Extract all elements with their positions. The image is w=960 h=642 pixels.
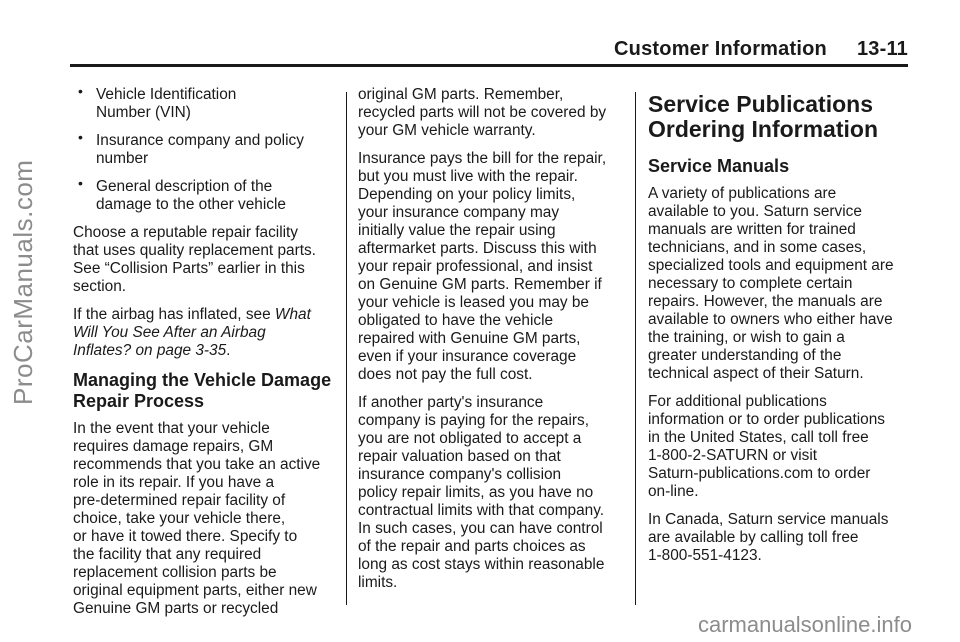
paragraph: In the event that your vehicle requires damage repairs, GM recommends that you take an active role in its repair. If you have a pre-determined repair facility of choice, take your vehicle there, or have it towed there. Specify to the facility that any required replacement collision parts be original equipment parts, either new Genuine GM parts or recycled [73,420,321,617]
paragraph: Choose a reputable repair facility that uses quality replacement parts. See “Collision Parts” earlier in this section. [73,224,316,295]
section-title-publications: Service Publications Ordering Information [648,91,878,142]
footer-watermark: carmanualsonline.info [697,612,912,637]
page-header [614,38,908,61]
header-rule [70,64,908,67]
list-item-text: Insurance company and policy number [96,132,304,167]
paragraph: Insurance pays the bill for the repair, but you must live with the repair. Depending on your policy limits, your insurance company may initially value the repair using aftermarket parts. Discuss this with your repair professional, and insist on Genuine GM parts. Remember if your vehicle is leased you may be obligated to have the vehicle repaired with Genuine GM parts, even if your insurance coverage does not pay the full cost. [358,150,607,383]
column-divider-1 [346,92,347,605]
list-item [73,129,339,168]
section-title: Customer Information [614,38,827,60]
list-item [73,175,339,214]
column-3 [648,86,910,575]
page-number: 13-11 [856,38,908,60]
column-1 [73,83,339,628]
paragraph: original GM parts. Remember, recycled parts will not be covered by your GM vehicle warranty. [358,86,607,139]
paragraph-text: If the airbag has inflated, see [73,306,275,323]
paragraph: A variety of publications are available to you. Saturn service manuals are written for trained technicians, and in some cases, specialized tools and equipment are necessary to complete certain repairs. However, the manuals are available to owners who either have the training, or wish to gain a greater understanding of the technical aspect of their Saturn. [648,185,894,382]
bullet-icon: • [78,175,83,191]
paragraph: If another party's insurance company is paying for the repairs, you are not obligated to accept a repair valuation based on that insurance company's collision policy repair limits, as you have no contractual limits with that company. In such cases, you can have control of the repair and parts choices as long as cost stays within reasonable limits. [358,394,605,591]
side-watermark: ProCarManuals.com [8,159,38,405]
bullet-icon: • [78,129,83,145]
paragraph: In Canada, Saturn service manuals are available by calling toll free 1-800-551-4123. [648,511,889,564]
column-divider-2 [635,92,636,605]
cross-reference-link[interactable]: What Will You See After an Airbag Inflates? on page 3‑35 [73,306,311,359]
list-item-text: General description of the damage to the other vehicle [96,178,286,213]
list-item-text: Vehicle Identification Number (VIN) [96,86,237,121]
section-heading: Managing the Vehicle Damage Repair Process [73,370,332,411]
column-2 [358,86,628,602]
subheading: Service Manuals [648,156,790,176]
paragraph-airbag [73,306,339,360]
paragraph-text: . [226,342,231,359]
paragraph: For additional publications information or to order publications in the United States, call toll free 1-800-2-SATURN or visit Saturn-publications.com to order on-line. [648,393,885,500]
list-item [73,83,339,122]
bullet-icon: • [78,83,83,99]
